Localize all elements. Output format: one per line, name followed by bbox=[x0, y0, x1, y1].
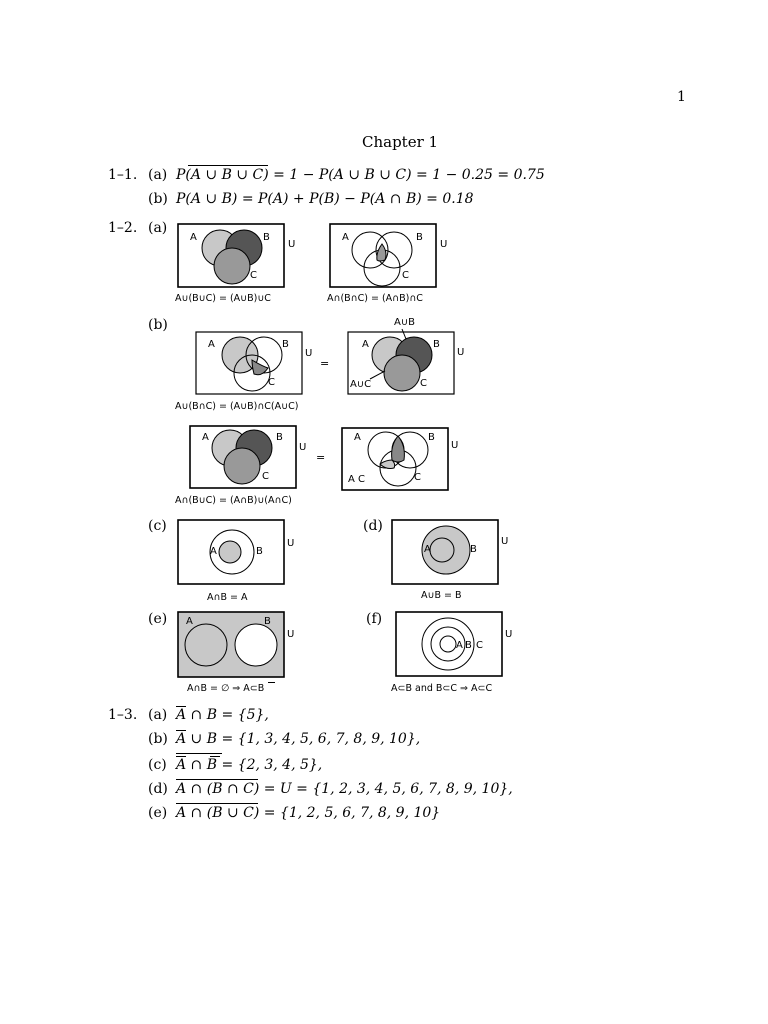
part-label: (f) bbox=[366, 611, 383, 627]
label-a: A bbox=[202, 432, 209, 443]
equation-1-3d bbox=[176, 782, 513, 796]
equation-1-1b: P(A ∪ B) = P(A) + P(B) − P(A ∩ B) = 0.18 bbox=[176, 191, 474, 207]
label-b: B bbox=[256, 546, 263, 557]
label-a: A bbox=[190, 232, 197, 243]
circle-c bbox=[384, 355, 420, 391]
label-u: U bbox=[451, 440, 459, 451]
part-label: (d) bbox=[363, 518, 383, 534]
venn-c bbox=[170, 518, 310, 590]
venn-a1 bbox=[170, 222, 310, 297]
part-label: (e) bbox=[148, 805, 168, 821]
label-u: U bbox=[457, 347, 465, 358]
caption-f: A⊂B and B⊂C ⇒ A⊂C bbox=[391, 683, 493, 694]
part-label: (b) bbox=[148, 731, 168, 747]
label-a: A bbox=[456, 640, 463, 651]
circle-a bbox=[219, 541, 241, 563]
circle-a bbox=[185, 624, 227, 666]
problem-label: 1–2. bbox=[108, 220, 138, 236]
label-auc: A∪C bbox=[350, 379, 372, 390]
venn-b1-right bbox=[340, 315, 480, 400]
chapter-title: Chapter 1 bbox=[362, 133, 439, 151]
complement-bar bbox=[176, 756, 186, 757]
label-c: C bbox=[476, 640, 483, 651]
circle-c bbox=[224, 448, 260, 484]
complement-bar bbox=[176, 803, 258, 804]
universe-box bbox=[396, 612, 502, 676]
equation-text: A ∩ B = {5}, bbox=[176, 707, 269, 723]
venn-f bbox=[388, 610, 528, 682]
label-u: U bbox=[505, 629, 513, 640]
label-c: C bbox=[402, 270, 409, 281]
caption-a1: A∪(B∪C) = (A∪B)∪C bbox=[175, 293, 271, 304]
equation-text: A ∩ B = {2, 3, 4, 5}, bbox=[176, 757, 323, 773]
problem-label: 1–3. bbox=[108, 707, 138, 723]
label-a-c: A C bbox=[348, 474, 366, 485]
label-b: B bbox=[470, 544, 477, 555]
label-a: A bbox=[186, 616, 193, 627]
label-u: U bbox=[501, 536, 509, 547]
equation-text: A ∩ (B ∪ C) = {1, 2, 5, 6, 7, 8, 9, 10} bbox=[176, 805, 441, 821]
equation-1-3a bbox=[176, 708, 269, 722]
label-a: A bbox=[208, 339, 215, 350]
circle-b bbox=[235, 624, 277, 666]
label-a: A bbox=[362, 339, 369, 350]
complement-bar bbox=[176, 753, 222, 754]
equals-sign: = bbox=[320, 357, 330, 370]
part-label: (b) bbox=[148, 317, 168, 333]
part-label: (a) bbox=[148, 707, 168, 723]
label-b: B bbox=[282, 339, 289, 350]
label-b: B bbox=[263, 232, 270, 243]
label-a: A bbox=[210, 546, 217, 557]
complement-bar bbox=[176, 706, 186, 707]
part-label: (e) bbox=[148, 611, 168, 627]
label-u: U bbox=[305, 348, 313, 359]
venn-b2-left bbox=[182, 424, 322, 494]
circle-c bbox=[214, 248, 250, 284]
equation-1-1a bbox=[176, 168, 545, 182]
caption-d: A∪B = B bbox=[421, 590, 462, 601]
part-label: (c) bbox=[148, 518, 167, 534]
label-b: B bbox=[428, 432, 435, 443]
equation-text: A ∩ (B ∩ C) = U = {1, 2, 3, 4, 5, 6, 7, 8, 9, 10}, bbox=[176, 781, 513, 797]
label-c: C bbox=[414, 472, 421, 483]
caption-b1: A∪(B∩C) = (A∪B)∩C(A∪C) bbox=[175, 401, 299, 412]
caption-c: A∩B = A bbox=[207, 592, 248, 603]
equation-1-3e bbox=[176, 806, 440, 820]
label-u: U bbox=[287, 538, 295, 549]
equation-text: P(A ∪ B ∪ C) = 1 − P(A ∪ B ∪ C) = 1 − 0.25 = 0.75 bbox=[176, 167, 545, 183]
label-a: A bbox=[342, 232, 349, 243]
equation-1-3c bbox=[176, 758, 322, 772]
venn-d bbox=[384, 518, 524, 590]
part-label: (c) bbox=[148, 757, 167, 773]
part-label: (a) bbox=[148, 167, 168, 183]
label-b: B bbox=[416, 232, 423, 243]
label-u: U bbox=[287, 629, 295, 640]
label-c: C bbox=[268, 377, 275, 388]
equation-1-3b bbox=[176, 732, 420, 746]
venn-e bbox=[170, 610, 310, 682]
page-number: 1 bbox=[677, 89, 686, 105]
problem-label: 1–1. bbox=[108, 167, 138, 183]
complement-bar bbox=[268, 682, 275, 683]
part-label: (d) bbox=[148, 781, 168, 797]
venn-b1-left bbox=[188, 330, 328, 400]
part-label: (a) bbox=[148, 220, 168, 236]
label-a: A bbox=[424, 544, 431, 555]
label-c: C bbox=[250, 270, 257, 281]
equation-text: A ∪ B = {1, 3, 4, 5, 6, 7, 8, 9, 10}, bbox=[176, 731, 421, 747]
part-label: (b) bbox=[148, 191, 168, 207]
label-a: A bbox=[354, 432, 361, 443]
label-c: C bbox=[262, 471, 269, 482]
label-u: U bbox=[440, 239, 448, 250]
equals-sign: = bbox=[316, 451, 326, 464]
complement-bar bbox=[210, 756, 220, 757]
complement-bar bbox=[188, 165, 268, 166]
label-b: B bbox=[276, 432, 283, 443]
label-u: U bbox=[288, 239, 296, 250]
label-c: C bbox=[420, 378, 427, 389]
label-u: U bbox=[299, 442, 307, 453]
venn-b2-right bbox=[334, 424, 474, 494]
label-b: B bbox=[465, 640, 472, 651]
caption-b2: A∩(B∪C) = (A∩B)∪(A∩C) bbox=[175, 495, 292, 506]
label-b: B bbox=[433, 339, 440, 350]
caption-e: A∩B = ∅ ⇒ A⊂B bbox=[187, 683, 265, 694]
complement-bar bbox=[176, 730, 186, 731]
circle-a bbox=[430, 538, 454, 562]
caption-a2: A∩(B∩C) = (A∩B)∩C bbox=[327, 293, 423, 304]
label-b: B bbox=[264, 616, 271, 627]
label-aub: A∪B bbox=[394, 317, 416, 328]
venn-a2 bbox=[322, 222, 462, 297]
complement-bar bbox=[176, 779, 258, 780]
